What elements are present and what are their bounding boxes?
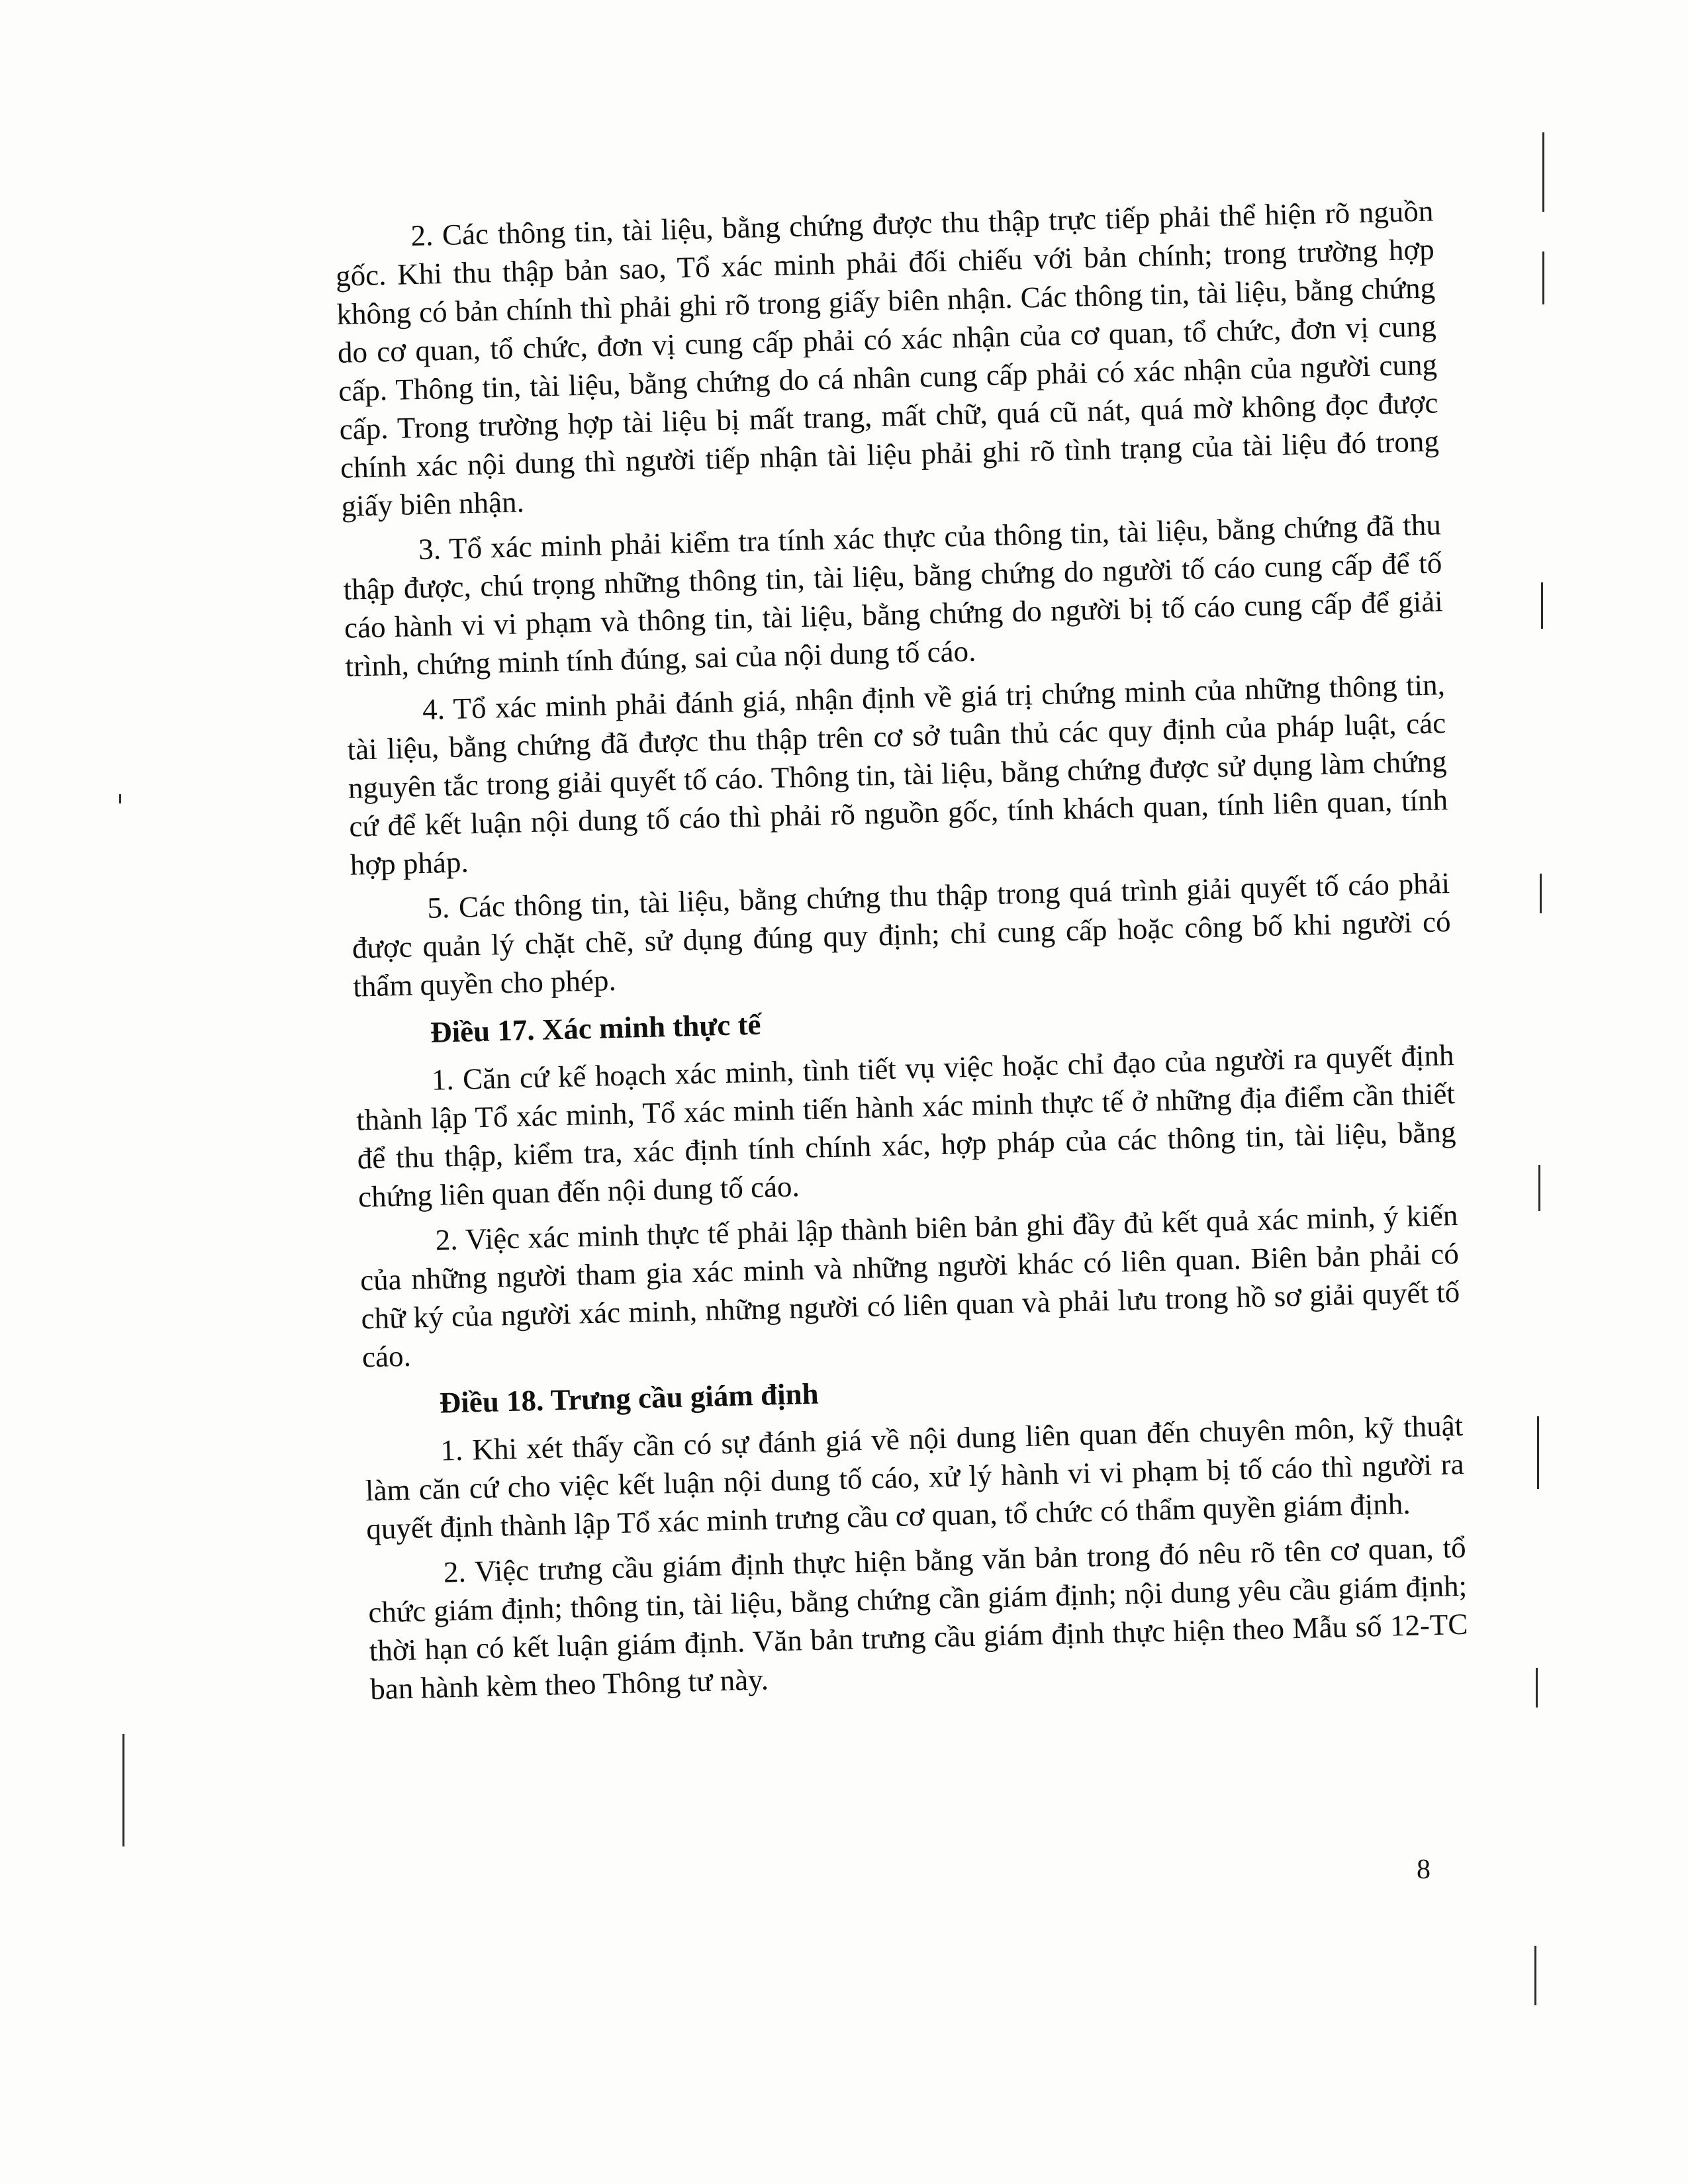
document-body (334, 191, 1470, 1715)
article-17-heading: Điều 17. Xác minh thực tế (430, 1007, 762, 1049)
scan-edge-mark (1542, 251, 1544, 304)
scan-edge-mark (1534, 1946, 1536, 2005)
scan-edge-mark (1540, 874, 1542, 913)
paragraph-clause-5: 5. Các thông tin, tài liệu, bằng chứng thu thập trong quá trình giải quyết tố cáo phải được quản lý chặt chẽ, sử dụng đúng quy định; chỉ cung cấp hoặc công bố khi người có thẩm quyền cho phép. (352, 866, 1452, 1003)
paragraph-clause-2: 2. Các thông tin, tài liệu, bằng chứng được thu thập trực tiếp phải thể hiện rõ nguồn gốc. Khi thu thập bản sao, Tổ xác minh phải đối chiếu với bản chính; trong trường hợp không có bản chính thì phải ghi rõ trong giấy biên nhận. Các thông tin, tài liệu, bằng chứng do cơ quan, tổ chức, đơn vị cung cấp phải có xác nhận của cơ quan, tổ chức, đơn vị cung cấp. Thông tin, tài liệu, bằng chứng do cá nhân cung cấp phải có xác nhận của người cung cấp. Trong trường hợp tài liệu bị mất trang, mất chữ, quá cũ nát, quá mờ không đọc được chính xác nội dung thì người tiếp nhận tài liệu phải ghi rõ tình trạng của tài liệu đó trong giấy biên nhận. (335, 194, 1440, 523)
article-17-clause-2: 2. Việc xác minh thực tế phải lập thành biên bản ghi đầy đủ kết quả xác minh, ý kiến của những người tham gia xác minh và những người khác có liên quan. Biên bản phải có chữ ký của người xác minh, những người có liên quan và phải lưu trong hồ sơ giải quyết tố cáo. (359, 1198, 1460, 1374)
paragraph-clause-3: 3. Tổ xác minh phải kiểm tra tính xác thực của thông tin, tài liệu, bằng chứng đã thu thập được, chú trọng những thông tin, tài liệu, bằng chứng do người tố cáo cung cấp để tố cáo hành vi vi phạm và thông tin, tài liệu, bằng chứng do người bị tố cáo cung cấp để giải trình, chứng minh tính đúng, sai của nội dung tố cáo. (343, 508, 1444, 683)
scan-edge-mark (122, 1734, 124, 1846)
scan-edge-mark (1537, 1416, 1539, 1489)
article-18-heading: Điều 18. Trưng cầu giám định (439, 1377, 820, 1420)
article-18-clause-1: 1. Khi xét thấy cần có sự đánh giá về nội dung liên quan đến chuyên môn, kỹ thuật làm căn cứ cho việc kết luận nội dung tố cáo, xử lý hành vi vi phạm bị tố cáo thì người ra quyết định thành lập Tổ xác minh trưng cầu cơ quan, tổ chức có thẩm quyền giám định. (365, 1408, 1465, 1546)
scan-edge-mark (119, 794, 121, 803)
article-18-clause-2: 2. Việc trưng cầu giám định thực hiện bằng văn bản trong đó nêu rõ tên cơ quan, tổ chức giám định; thông tin, tài liệu, bằng chứng cần giám định; nội dung yêu cầu giám định; thời hạn có kết luận giám định. Văn bản trưng cầu giám định thực hiện theo Mẫu số 12-TC ban hành kèm theo Thông tư này. (367, 1530, 1469, 1706)
scan-edge-mark (1541, 582, 1543, 629)
page-number: 8 (1417, 1854, 1430, 1885)
scan-edge-mark (1542, 132, 1544, 212)
article-17-clause-1: 1. Căn cứ kế hoạch xác minh, tình tiết vụ việc hoặc chỉ đạo của người ra quyết định thành lập Tổ xác minh, Tổ xác minh tiến hành xác minh thực tế ở những địa điểm cần thiết để thu thập, kiểm tra, xác định tính chính xác, hợp pháp của các thông tin, tài liệu, bằng chứng liên quan đến nội dung tố cáo. (355, 1038, 1456, 1214)
paragraph-clause-4: 4. Tổ xác minh phải đánh giá, nhận định về giá trị chứng minh của những thông tin, tài liệu, bằng chứng đã được thu thập trên cơ sở tuân thủ các quy định của pháp luật, các nguyên tắc trong giải quyết tố cáo. Thông tin, tài liệu, bằng chứng được sử dụng làm chứng cứ để kết luận nội dung tố cáo thì phải rõ nguồn gốc, tính khách quan, tính liên quan, tính hợp pháp. (347, 668, 1448, 882)
scan-edge-mark (1536, 1668, 1538, 1707)
scan-edge-mark (1538, 1165, 1540, 1211)
